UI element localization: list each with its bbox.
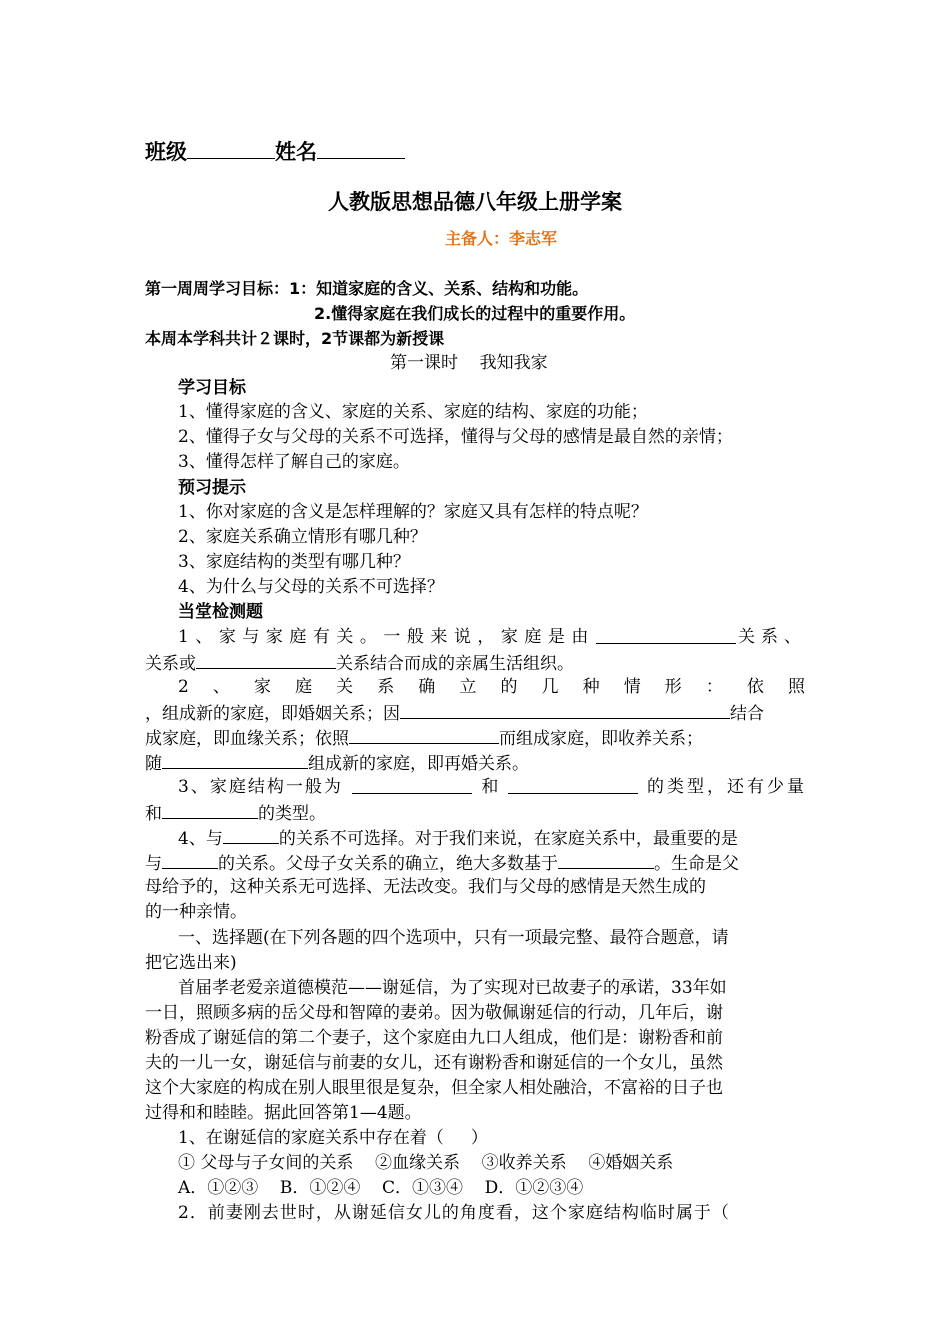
quiz-q2-blank-3[interactable] — [162, 750, 308, 769]
quiz-q1-blank-1[interactable] — [596, 625, 736, 644]
quiz-q4-text: 与 — [145, 854, 162, 874]
quiz-q2-line1 — [178, 675, 805, 700]
weekly-goal-2: 2.懂得家庭在我们成长的过程中的重要作用。 — [314, 304, 636, 323]
preview-heading: 预习提示 — [178, 478, 246, 498]
quiz-q2-blank-2[interactable] — [349, 725, 499, 744]
class-blank[interactable] — [187, 138, 275, 159]
preparer: 主备人：李志军 — [445, 229, 558, 248]
quiz-q4-line4: 的一种亲情。 — [145, 902, 247, 922]
name-blank[interactable] — [317, 138, 405, 159]
objectives-heading: 学习目标 — [178, 378, 246, 398]
quiz-q2-text: 结合 — [730, 704, 764, 724]
quiz-q2-word: 种 — [582, 677, 600, 697]
quiz-q2-text: ，组成新的家庭，即婚姻关系；因 — [145, 704, 400, 724]
passage-line: 一日，照顾多病的岳父母和智障的妻弟。因为敬佩谢延信的行动，几年后，谢 — [145, 1003, 723, 1023]
preview-item: 3、家庭结构的类型有哪几种？ — [178, 552, 410, 572]
quiz-q1-blank-2[interactable] — [196, 650, 336, 669]
preview-item: 1、你对家庭的含义是怎样理解的？家庭又具有怎样的特点呢？ — [178, 502, 648, 522]
quiz-q2-line3 — [145, 725, 807, 752]
objective-item: 2、懂得子女与父母的关系不可选择，懂得与父母的感情是最自然的亲情； — [178, 427, 733, 447]
quiz-q3-text: 的类型。 — [258, 804, 326, 824]
quiz-q2-word: 依 — [746, 677, 764, 697]
weekly-goal-1: 第一周周学习目标：1：知道家庭的含义、关系、结构和功能。 — [145, 279, 589, 298]
quiz-q3-text: 的类型，还有少量 — [646, 777, 807, 797]
choice-intro: 一、选择题(在下列各题的四个选项中，只有一项最完整、最符合题意，请 — [178, 928, 729, 948]
quiz-q2-word: 2 — [178, 677, 189, 697]
quiz-q2-word: 情 — [623, 677, 641, 697]
class-label: 班级 — [145, 140, 187, 164]
quiz-q2-word: 立 — [459, 677, 477, 697]
quiz-q2-word: 家 — [253, 677, 271, 697]
quiz-q2-word: 照 — [788, 677, 805, 697]
quiz-q2-line2 — [145, 700, 807, 727]
preview-item: 2、家庭关系确立情形有哪几种？ — [178, 527, 427, 547]
quiz-q2-word: 关 — [336, 677, 354, 697]
quiz-q1-text: 1、家与家庭有关。一般来说，家庭是由 — [178, 627, 595, 647]
quiz-q3-blank-1[interactable] — [352, 775, 472, 794]
quiz-q4-line3: 母给予的，这种关系无可选择、无法改变。我们与父母的感情是天然生成的 — [145, 877, 706, 897]
quiz-q4-text: 的关系不可选择。对于我们来说，在家庭关系中，最重要的是 — [278, 829, 738, 849]
quiz-heading: 当堂检测题 — [178, 602, 263, 622]
quiz-q2-text: 随 — [145, 754, 162, 774]
quiz-q4-text: 4、与 — [178, 829, 223, 849]
weekly-summary: 本周本学科共计２课时，2节课都为新授课 — [145, 329, 445, 348]
quiz-q4-blank-1[interactable] — [223, 825, 279, 844]
quiz-q1-text: 关系或 — [145, 654, 196, 674]
quiz-q3-blank-2[interactable] — [508, 775, 638, 794]
quiz-q2-text: 成家庭，即血缘关系；依照 — [145, 729, 349, 749]
quiz-q2-text: 而组成家庭，即收养关系； — [499, 729, 703, 749]
quiz-q1-line1 — [178, 625, 807, 650]
quiz-q2-word: 几 — [541, 677, 559, 697]
quiz-q2-word: 确 — [418, 677, 436, 697]
quiz-q1-line2 — [145, 650, 807, 677]
quiz-q3-text: 3、家庭结构一般为 — [178, 777, 343, 797]
quiz-q4-blank-2[interactable] — [162, 850, 218, 869]
quiz-q1-text: 关系、 — [737, 627, 807, 647]
choice-question-2: 2．前妻刚去世时，从谢延信女儿的角度看，这个家庭结构临时属于（ — [178, 1203, 730, 1223]
quiz-q2-blank-1[interactable] — [400, 700, 730, 719]
quiz-q3-line1 — [178, 775, 807, 800]
quiz-q2-word: 庭 — [295, 677, 313, 697]
passage-line: 过得和和睦睦。据此回答第1—4题。 — [145, 1103, 422, 1123]
quiz-q4-line1 — [178, 825, 840, 852]
choice-question-1: 1、在谢延信的家庭关系中存在着（ ） — [178, 1128, 488, 1148]
class-name-line — [145, 138, 807, 166]
passage-line: 夫的一儿一女，谢延信与前妻的女儿，还有谢粉香和谢延信的一个女儿，虽然 — [145, 1053, 723, 1073]
passage-line: 首届孝老爱亲道德模范——谢延信，为了实现对已故妻子的承诺，33年如 — [178, 978, 727, 998]
document-title: 人教版思想品德八年级上册学案 — [328, 190, 622, 214]
preview-item: 4、为什么与父母的关系不可选择？ — [178, 577, 444, 597]
lesson-title: 第一课时 我知我家 — [390, 353, 548, 373]
quiz-q3-text: 和 — [145, 804, 162, 824]
quiz-q2-line4 — [145, 750, 807, 777]
quiz-q2-word: ： — [705, 677, 723, 697]
name-label: 姓名 — [275, 140, 317, 164]
quiz-q4-line2 — [145, 850, 807, 877]
passage-line: 粉香成了谢延信的第二个妻子，这个家庭由九口人组成，他们是：谢粉香和前 — [145, 1028, 723, 1048]
quiz-q4-text: 的关系。父母子女关系的确立，绝大多数基于 — [218, 854, 558, 874]
passage-line: 这个大家庭的构成在别人眼里很是复杂，但全家人相处融洽，不富裕的日子也 — [145, 1078, 723, 1098]
quiz-q2-word: 的 — [500, 677, 518, 697]
choice-question-1-options: ① 父母与子女间的关系 ②血缘关系 ③收养关系 ④婚姻关系 — [178, 1153, 674, 1173]
choice-intro: 把它选出来) — [145, 953, 237, 973]
quiz-q2-text: 组成新的家庭，即再婚关系。 — [308, 754, 529, 774]
choice-question-1-answers: A．①②③ B．①②④ C．①③④ D．①②③④ — [178, 1178, 584, 1198]
quiz-q2-word: 、 — [212, 677, 230, 697]
quiz-q4-text: 。生命是父 — [654, 854, 739, 874]
quiz-q3-blank-3[interactable] — [162, 800, 258, 819]
quiz-q2-word: 形 — [664, 677, 682, 697]
quiz-q1-text: 关系结合而成的亲属生活组织。 — [336, 654, 574, 674]
quiz-q3-line2 — [145, 800, 807, 827]
objective-item: 3、懂得怎样了解自己的家庭。 — [178, 452, 410, 472]
quiz-q3-text: 和 — [481, 777, 499, 797]
objective-item: 1、懂得家庭的含义、家庭的关系、家庭的结构、家庭的功能； — [178, 402, 648, 422]
quiz-q4-blank-3[interactable] — [558, 850, 654, 869]
quiz-q2-word: 系 — [377, 677, 395, 697]
